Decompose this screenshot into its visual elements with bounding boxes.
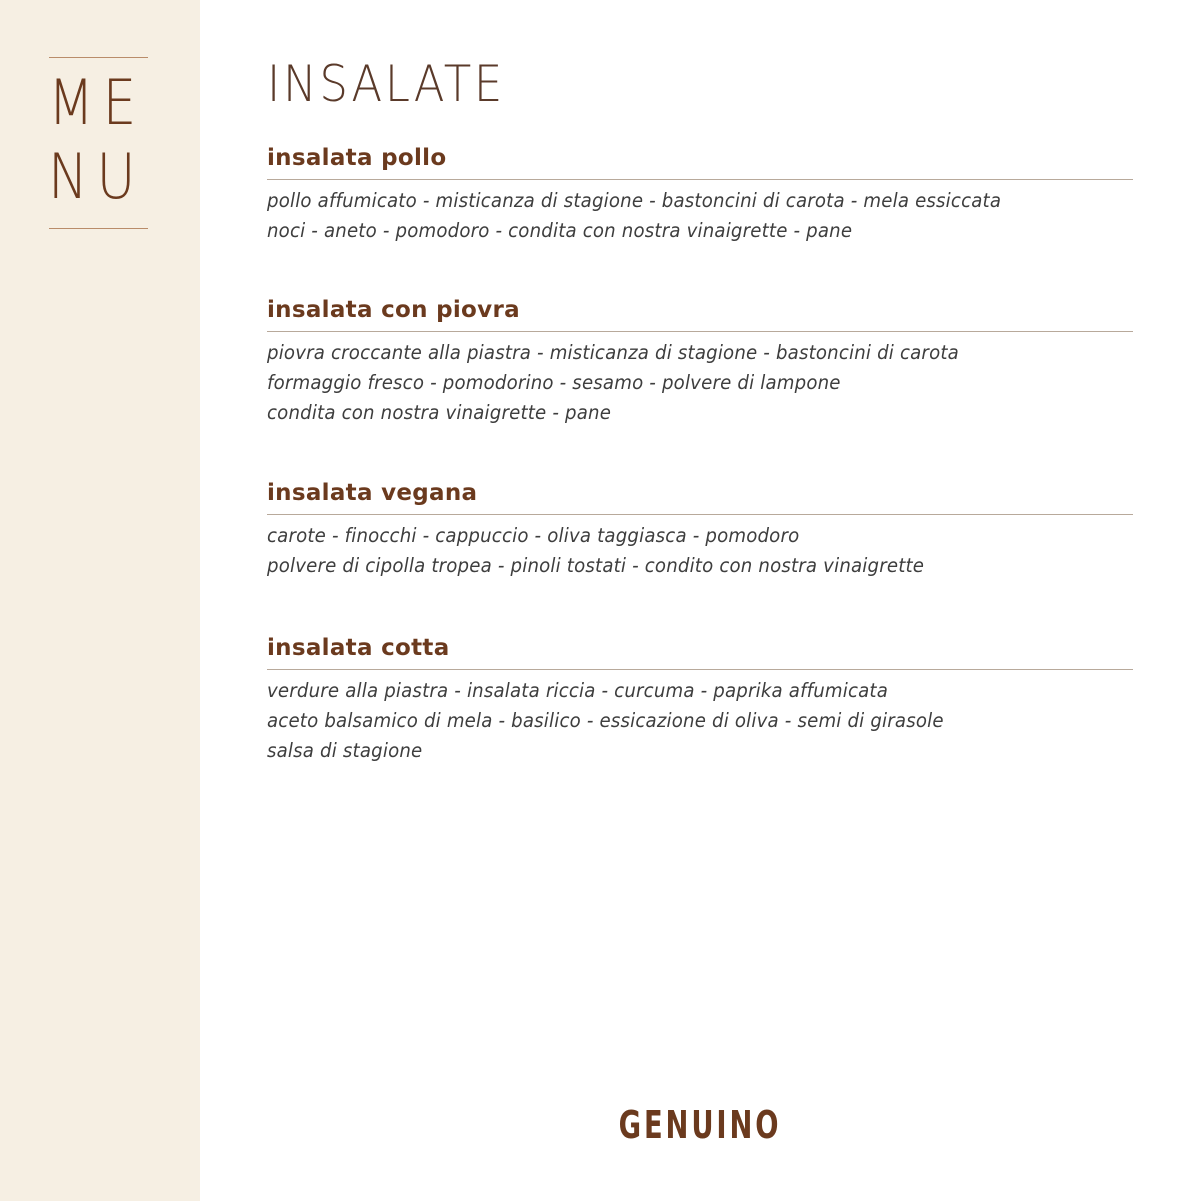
- menu-sidebar: [0, 0, 200, 1201]
- description-line: pollo affumicato - misticanza di stagione - bastoncini di carota - mela essiccata: [267, 189, 1002, 212]
- description-line: noci - aneto - pomodoro - condita con nostra vinaigrette - pane: [267, 219, 853, 242]
- menu-item-name: insalata con piovra: [267, 297, 520, 323]
- menu-item-description: [267, 521, 1133, 581]
- sidebar-top-divider: [49, 57, 148, 58]
- sidebar-bottom-divider: [49, 228, 148, 229]
- description-line: condita con nostra vinaigrette - pane: [267, 401, 612, 424]
- menu-word-line-1: ME: [48, 66, 145, 139]
- description-line: verdure alla piastra - insalata riccia - curcuma - paprika affumicata: [267, 679, 889, 702]
- menu-word-line-2: NU: [48, 140, 145, 213]
- menu-item-name: insalata pollo: [267, 145, 447, 171]
- menu-item-insalata-pollo: [267, 143, 1133, 246]
- brand-name: GENUINO: [618, 1103, 782, 1147]
- menu-item-divider: [267, 669, 1133, 670]
- menu-item-divider: [267, 179, 1133, 180]
- menu-item-name: insalata cotta: [267, 635, 450, 661]
- menu-item-description: [267, 186, 1133, 246]
- menu-item-insalata-vegana: [267, 478, 1133, 581]
- menu-item-insalata-con-piovra: [267, 295, 1133, 428]
- description-line: carote - finocchi - cappuccio - oliva taggiasca - pomodoro: [267, 524, 800, 547]
- brand-logo: [0, 1103, 1200, 1147]
- description-line: aceto balsamico di mela - basilico - essicazione di oliva - semi di girasole: [267, 709, 944, 732]
- section-title: INSALATE: [267, 55, 506, 113]
- menu-item-description: [267, 676, 1133, 766]
- description-line: piovra croccante alla piastra - misticanza di stagione - bastoncini di carota: [267, 341, 959, 364]
- description-line: polvere di cipolla tropea - pinoli tostati - condito con nostra vinaigrette: [267, 554, 925, 577]
- menu-item-divider: [267, 514, 1133, 515]
- menu-item-insalata-cotta: [267, 633, 1133, 766]
- description-line: formaggio fresco - pomodorino - sesamo - polvere di lampone: [267, 371, 841, 394]
- menu-item-description: [267, 338, 1133, 428]
- menu-item-name: insalata vegana: [267, 480, 478, 506]
- menu-item-divider: [267, 331, 1133, 332]
- description-line: salsa di stagione: [267, 739, 423, 762]
